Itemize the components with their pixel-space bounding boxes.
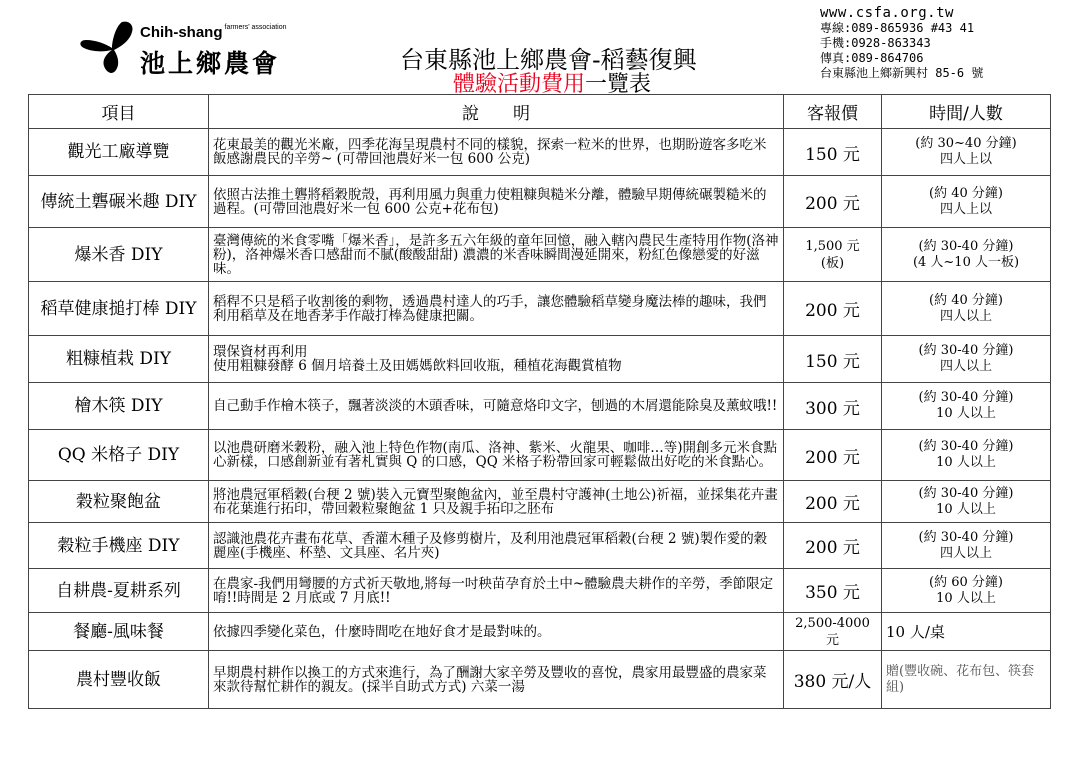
row-time-duration: (約 30-40 分鐘) xyxy=(918,238,1014,254)
row-item: 爆米香 DIY xyxy=(29,228,209,282)
row-time-duration: (約 30-40 分鐘) xyxy=(918,343,1014,358)
row-item: 餐廳-風味餐 xyxy=(29,613,209,651)
row-time-duration: (約 30~40 分鐘) xyxy=(915,136,1017,151)
row-item: 農村豐收飯 xyxy=(29,651,209,709)
butterfly-logo-icon xyxy=(78,18,138,78)
row-price: 150 元 xyxy=(784,336,882,383)
table-row xyxy=(29,336,1051,383)
table-row xyxy=(29,383,1051,430)
table-row xyxy=(29,613,1051,651)
row-time xyxy=(882,129,1051,176)
row-time xyxy=(882,430,1051,481)
fee-table xyxy=(28,94,1051,709)
table-row xyxy=(29,523,1051,569)
row-time-duration: (約 40 分鐘) xyxy=(929,292,1003,308)
header-time: 時間/人數 xyxy=(882,95,1051,129)
logo-chinese-name: 池上鄉農會 xyxy=(140,49,281,78)
row-price: 200 元 xyxy=(784,282,882,336)
row-price: 200 元 xyxy=(784,481,882,523)
row-item: 檜木筷 DIY xyxy=(29,383,209,430)
table-row xyxy=(29,481,1051,523)
table-header-row xyxy=(29,95,1051,129)
row-time xyxy=(882,481,1051,523)
header-description: 說 明 xyxy=(209,95,784,129)
row-price: 200 元 xyxy=(784,176,882,228)
row-time-duration: (約 60 分鐘) xyxy=(929,574,1003,590)
row-time xyxy=(882,336,1051,383)
row-item: 穀粒手機座 DIY xyxy=(29,523,209,569)
row-item: 穀粒聚飽盆 xyxy=(29,481,209,523)
table-row xyxy=(29,228,1051,282)
table-row xyxy=(29,569,1051,613)
row-item: 粗糠植栽 DIY xyxy=(29,336,209,383)
table-row xyxy=(29,129,1051,176)
row-description: 早期農村耕作以換工的方式來進行，為了酬謝大家辛勞及豐收的喜悅，農家用最豐盛的農家菜來款待幫忙耕作的親友。(採半自助式方式) 六菜一湯 xyxy=(209,651,784,709)
mobile: 手機:0928-863343 xyxy=(820,36,931,50)
row-price-value: 1,500 元 xyxy=(805,238,860,254)
row-price xyxy=(784,228,882,282)
header-item: 項目 xyxy=(29,95,209,129)
fax: 傳真:089-864706 xyxy=(820,51,924,65)
row-time xyxy=(882,176,1051,228)
row-time-people: 10 人以上 xyxy=(936,455,996,470)
logo xyxy=(78,18,288,80)
contact-info xyxy=(820,6,983,81)
row-time-duration: (約 30-40 分鐘) xyxy=(918,529,1014,545)
website: www.csfa.org.tw xyxy=(820,5,954,21)
row-description: 依據四季變化菜色，什麼時間吃在地好食才是最對味的。 xyxy=(209,613,784,651)
row-time-duration: (約 40 分鐘) xyxy=(929,185,1003,201)
row-time xyxy=(882,228,1051,282)
row-description: 臺灣傳統的米食零嘴「爆米香」，是許多五六年級的童年回憶，融入轄內農民生產特用作物(洛神粉)，洛神爆米香口感甜而不膩(酸酸甜甜) 濃濃的米香味瞬間漫延開來，粉紅色像戀愛的好滋味。 xyxy=(209,228,784,282)
subtitle-rest: 一覽表 xyxy=(585,72,652,97)
row-time-people: (4 人~10 人一板) xyxy=(912,254,1020,270)
row-description: 依照古法推土礱將稻穀脫殼，再利用風力與重力使粗糠與糙米分離，體驗早期傳統碾製糙米的過程。(可帶回池農好米一包 600 公克+花布包) xyxy=(209,176,784,228)
row-description: 稻稈不只是稻子收割後的剩物，透過農村達人的巧手，讓您體驗稻草變身魔法棒的趣味，我們利用稻草及在地香茅手作敲打棒為健康把關。 xyxy=(209,282,784,336)
header-price: 客報價 xyxy=(784,95,882,129)
table-row xyxy=(29,651,1051,709)
row-description: 在農家-我們用彎腰的方式祈天敬地,將每一吋秧苗孕育於土中~體驗農夫耕作的辛勞，季節限定唷!!時間是 2 月底或 7 月底!! xyxy=(209,569,784,613)
row-price: 380 元/人 xyxy=(784,651,882,709)
row-time-duration: (約 30-40 分鐘) xyxy=(918,439,1014,454)
logo-english-subtitle: farmers' association xyxy=(224,24,287,31)
row-description: 花東最美的觀光米廠，四季花海呈現農村不同的樣貌，探索一粒米的世界，也期盼遊客多吃米飯感謝農民的辛勞~ (可帶回池農好米一包 600 公克) xyxy=(209,129,784,176)
row-item: 傳統土礱碾米趣 DIY xyxy=(29,176,209,228)
row-time-duration: (約 30-40 分鐘) xyxy=(918,485,1014,501)
row-description: 環保資材再利用 使用粗糠發酵 6 個月培養土及田媽媽飲料回收瓶，種植花海觀賞植物 xyxy=(209,336,784,383)
row-description: 將池農冠軍稻穀(台稉 2 號)裝入元寶型聚飽盆內，並至農村守護神(土地公)祈福，並採集花卉畫布花葉進行拓印，帶回穀粒聚飽盆 1 只及親手拓印之胚布 xyxy=(209,481,784,523)
table-row xyxy=(29,430,1051,481)
row-price: 300 元 xyxy=(784,383,882,430)
row-time-people: 四人上以 xyxy=(939,152,992,167)
row-time xyxy=(882,613,1051,651)
row-time-people: 四人以上 xyxy=(939,359,992,374)
logo-english-name: Chih-shang $^{farmers' association}$ xyxy=(140,24,287,41)
row-item: QQ 米格子 DIY xyxy=(29,430,209,481)
row-item: 觀光工廠導覽 xyxy=(29,129,209,176)
page-title: 台東縣池上鄉農會-稻藝復興 xyxy=(400,46,697,74)
row-time-duration: 贈(豐收碗、花布包、筷套組) xyxy=(886,663,1035,695)
row-time xyxy=(882,282,1051,336)
row-item: 自耕農-夏耕系列 xyxy=(29,569,209,613)
table-body xyxy=(29,129,1051,709)
table-row xyxy=(29,282,1051,336)
row-description: 以池農研磨米穀粉，融入池上特色作物(南瓜、洛神、紫米、火龍果、咖啡…等)開創多元米食點心新樣，口感創新並有著札實與 Q 的口感，QQ 米格子粉帶回家可輕鬆做出好吃的米食點心。 xyxy=(209,430,784,481)
subtitle-highlight: 體驗活動費用 xyxy=(453,72,586,97)
row-item: 稻草健康搥打棒 DIY xyxy=(29,282,209,336)
table-row xyxy=(29,176,1051,228)
row-price: 2,500-4000 元 xyxy=(784,613,882,651)
row-time xyxy=(882,523,1051,569)
row-price: 200 元 xyxy=(784,523,882,569)
row-time xyxy=(882,651,1051,709)
row-description: 自己動手作檜木筷子，飄著淡淡的木頭香味，可隨意烙印文字，刨過的木屑還能除臭及薰蚊哦!! xyxy=(209,383,784,430)
row-price: 150 元 xyxy=(784,129,882,176)
row-time-people: 10 人以上 xyxy=(936,406,996,421)
row-time-people: 四人以上 xyxy=(939,308,992,324)
row-time-people: 四人上以 xyxy=(939,201,992,217)
address: 台東縣池上鄉新興村 85-6 號 xyxy=(820,66,984,80)
row-time-duration: (約 30-40 分鐘) xyxy=(918,390,1014,405)
row-price: 200 元 xyxy=(784,430,882,481)
row-price-unit: (板) xyxy=(820,255,845,271)
hotline: 專線:089-865936 #43 41 xyxy=(820,21,975,35)
row-price: 350 元 xyxy=(784,569,882,613)
row-time-duration: 10 人/桌 xyxy=(886,622,945,641)
row-time-people: 10 人以上 xyxy=(936,590,996,606)
row-time-people: 四人以上 xyxy=(939,545,992,561)
row-time xyxy=(882,383,1051,430)
row-time xyxy=(882,569,1051,613)
row-time-people: 10 人以上 xyxy=(936,501,996,517)
row-description: 認識池農花卉畫布花草、香灌木種子及修剪樹片，及利用池農冠軍稻穀(台稉 2 號)製作愛的穀麗座(手機座、杯墊、文具座、名片夾) xyxy=(209,523,784,569)
